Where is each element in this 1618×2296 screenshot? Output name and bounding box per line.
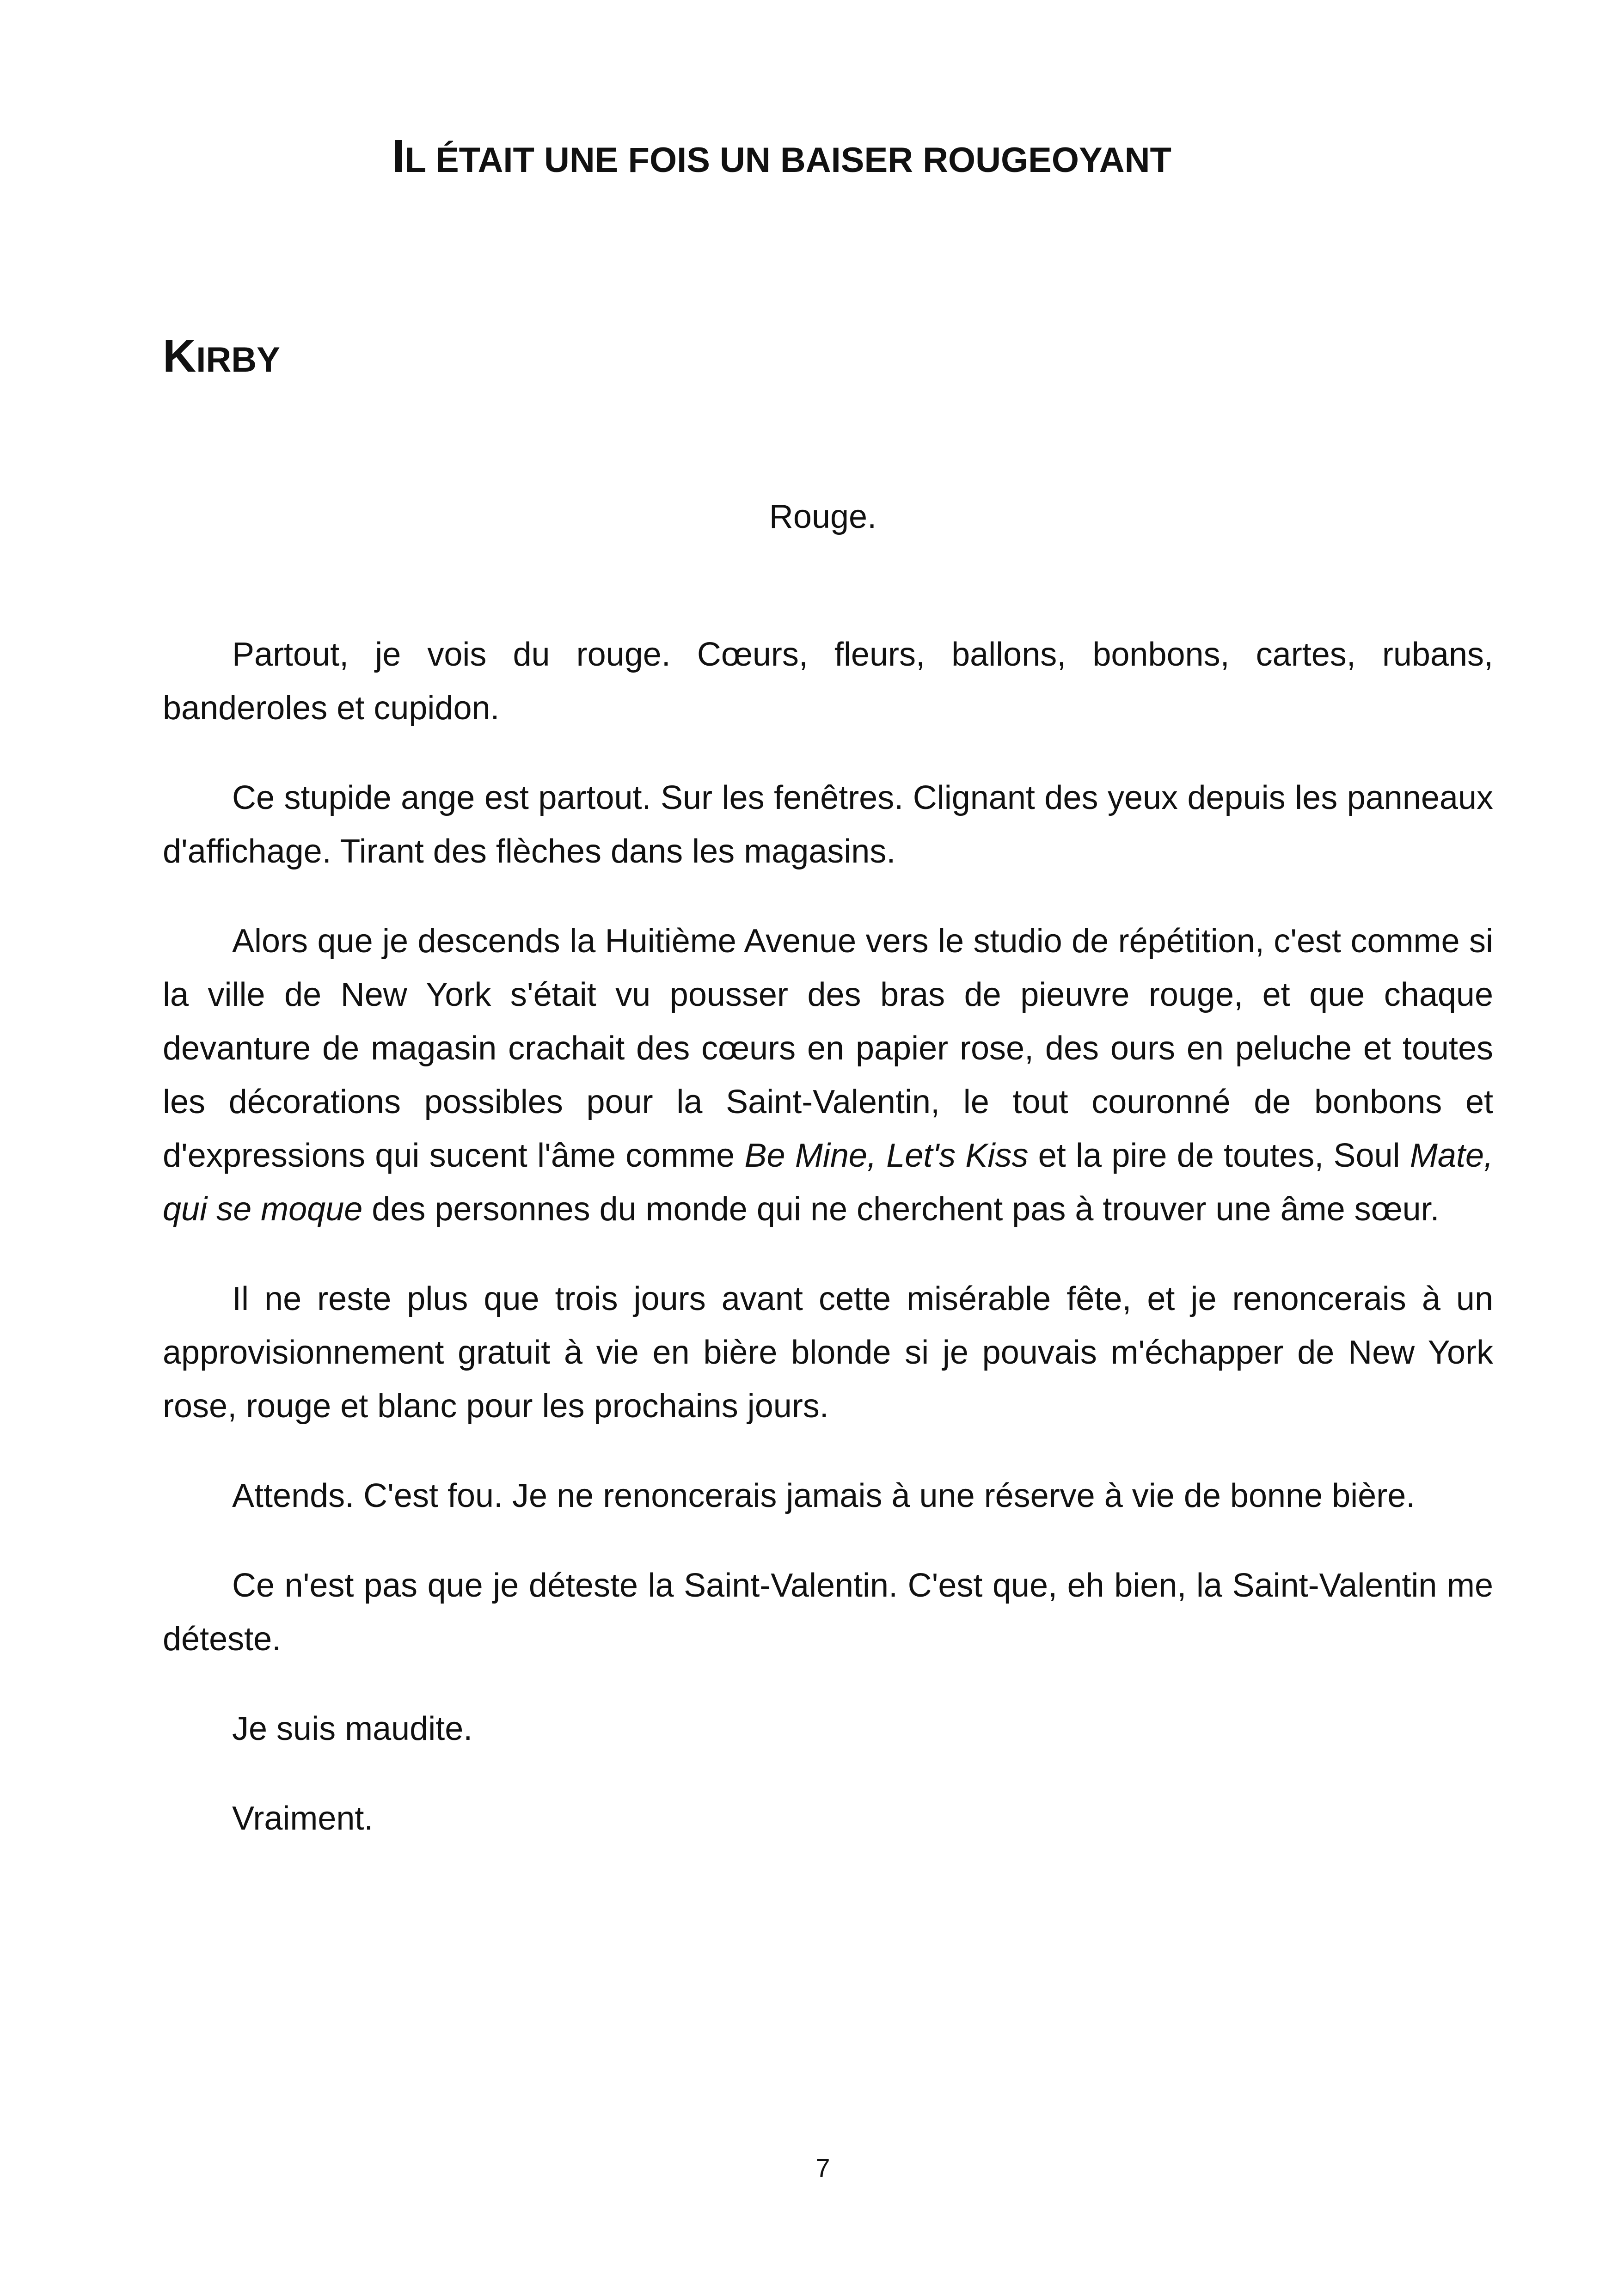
character-name-initial: K [163,330,196,382]
body-text [163,628,1493,1881]
paragraph-2: Ce stupide ange est partout. Sur les fenêtres. Clignant des yeux depuis les panneaux d'affichage. Tirant des flèches dans les magasins. [163,779,1493,870]
paragraph-1: Partout, je vois du rouge. Cœurs, fleurs, ballons, bonbons, cartes, rubans, banderoles et cupidon. [163,636,1493,727]
section-character-name [163,324,280,392]
paragraph-5: Attends. C'est fou. Je ne renoncerais jamais à une réserve à vie de bonne bière. [232,1477,1416,1514]
paragraph-3-part-1: Alors que je descends la Huitième Avenue vers le studio de répétition, c'est comme si la ville de New York s'était vu pousser des bras de pieuvre rouge, et que chaque devanture de magasin crachait des cœurs en papier rose, des ours en peluche et toutes les décorations possibles pour la Saint-Valentin, le tout couronné de bonbons et d'expressions qui sucent l'âme comme [163,923,1493,1174]
paragraph-3-italic-1: Be Mine, Let's Kiss [744,1137,1029,1174]
paragraph-4: Il ne reste plus que trois jours avant cette misérable fête, et je renoncerais à un approvisionnement gratuit à vie en bière blonde si je pouvais m'échapper de New York rose, rouge et blanc pour les prochains jours. [163,1280,1493,1425]
paragraph-7: Je suis maudite. [232,1710,473,1747]
paragraph-3-part-2: et la pire de toutes, Soul [1028,1137,1410,1174]
character-name-rest: IRBY [196,340,280,380]
page-number: 7 [815,2153,830,2182]
opening-word: Rouge. [769,498,877,535]
paragraph-3-italic-2: Mate, qui se moque [163,1137,1493,1228]
chapter-title-initial: I [392,130,405,182]
paragraph-6: Ce n'est pas que je déteste la Saint-Valentin. C'est que, eh bien, la Saint-Valentin me déteste. [163,1567,1493,1658]
paragraph-8: Vraiment. [232,1800,374,1837]
paragraph-3 [163,914,1493,1236]
chapter-title-rest: L ÉTAIT UNE FOIS UN BAISER ROUGEOYANT [404,141,1171,180]
chapter-title [392,124,1171,193]
paragraph-3-part-3: des personnes du monde qui ne cherchent pas à trouver une âme sœur. [362,1191,1440,1228]
